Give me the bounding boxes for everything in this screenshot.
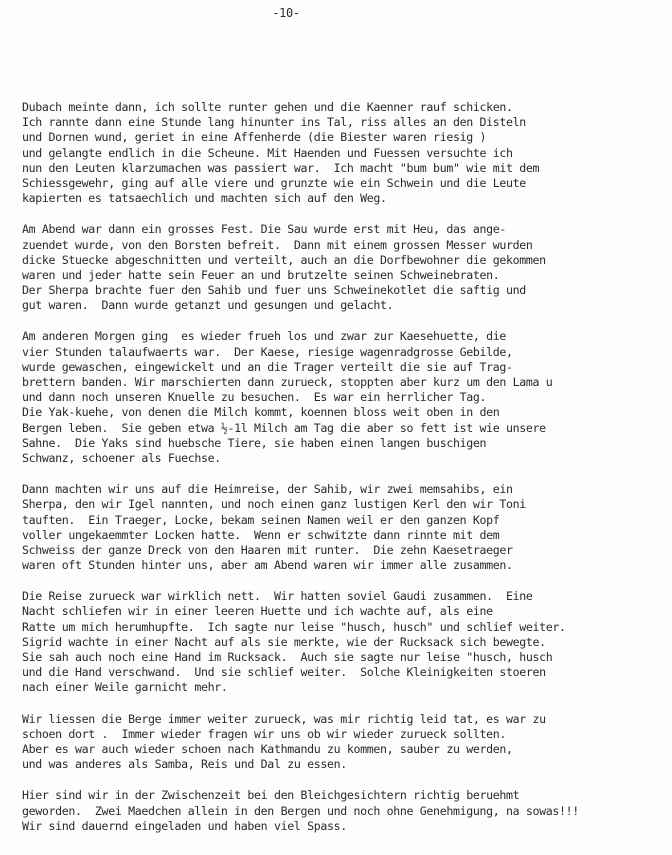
text-line: vier Stunden talaufwaerts war. Der Kaese, riesige wagenradgrosse Gebilde, — [22, 344, 513, 359]
text-line: Ratte um mich herumhupfte. Ich sagte nur leise "husch, husch" und schlief weiter. — [22, 619, 566, 634]
text-line: Die Reise zurueck war wirklich nett. Wir hatten soviel Gaudi zusammen. Eine — [22, 589, 533, 604]
text-line: Nacht schliefen wir in einer leeren Huette und ich wachte auf, als eine — [22, 604, 493, 619]
text-line: tauften. Ein Traeger, Locke, bekam seinen Namen weil er den ganzen Kopf — [22, 512, 500, 527]
text-line: Bergen leben. Sie geben etwa ½-1l Milch am Tag die aber so fett ist wie unsere — [22, 420, 546, 435]
text-line: Am Abend war dann ein grosses Fest. Die Sau wurde erst mit Heu, das ange- — [22, 222, 506, 237]
paragraph — [22, 222, 670, 313]
text-line: Aber es war auch wieder schoen nach Kathmandu zu kommen, sauber zu werden, — [22, 741, 513, 756]
text-line: geworden. Zwei Maedchen allein in den Bergen und noch ohne Genehmigung, na sowas!!! — [22, 803, 579, 818]
text-line: und dann noch unseren Knuelle zu besuchen. Es war ein herrlicher Tag. — [22, 390, 487, 405]
text-line: Sigrid wachte in einer Nacht auf als sie merkte, wie der Rucksack sich bewegte. — [22, 634, 546, 649]
paragraph — [22, 482, 670, 573]
text-line: Dubach meinte dann, ich sollte runter gehen und die Kaenner rauf schicken. — [22, 100, 513, 114]
text-line: Die Yak-kuehe, von denen die Milch kommt, koennen bloss weit oben in den — [22, 405, 500, 420]
text-line: und die Hand verschwand. Und sie schlief weiter. Solche Kleinigkeiten stoeren — [22, 665, 546, 680]
text-line: und gelangte endlich in die Scheune. Mit Haenden und Fuessen versuchte ich — [22, 145, 513, 160]
paragraph — [22, 589, 670, 695]
text-line: und Dornen wund, geriet in eine Affenherde (die Biester waren riesig ) — [22, 130, 487, 145]
text-line: Wir sind dauernd eingeladen und haben viel Spass. — [22, 818, 347, 833]
text-line: kapierten es tatsaechlich und machten sich auf den Weg. — [22, 191, 387, 206]
text-line: Schwanz, schoener als Fuechse. — [22, 450, 221, 465]
text-line: schoen dort . Immer wieder fragen wir uns ob wir wieder zurueck sollten. — [22, 726, 506, 741]
text-line: Schiessgewehr, ging auf alle viere und grunzte wie ein Schwein und die Leute — [22, 175, 526, 190]
text-line: Hier sind wir in der Zwischenzeit bei den Bleichgesichtern richtig beruehmt — [22, 788, 520, 803]
text-line: Der Sherpa brachte fuer den Sahib und fuer uns Schweinekotlet die saftig und — [22, 283, 526, 298]
text-line: voller ungekaemmter Locken hatte. Wenn er schwitzte dann rinnte mit dem — [22, 527, 500, 542]
text-line: wurde gewaschen, eingewickelt und an die Trager verteilt die sie auf Trag- — [22, 359, 513, 374]
paragraph — [22, 329, 670, 466]
paragraph — [22, 788, 670, 834]
letter-body — [22, 100, 670, 850]
text-line: dicke Stuecke abgeschnitten und verteilt, auch an die Dorfbewohner die gekommen — [22, 252, 546, 267]
text-line: zuendet wurde, von den Borsten befreit. Dann mit einem grossen Messer wurden — [22, 237, 533, 252]
text-line: nun den Leuten klarzumachen was passiert war. Ich macht "bum bum" wie mit dem — [22, 160, 540, 175]
text-line: Am anderen Morgen ging es wieder frueh los und zwar zur Kaesehuette, die — [22, 329, 506, 344]
text-line: und was anderes als Samba, Reis und Dal zu essen. — [22, 757, 347, 772]
page-number: -10- — [272, 6, 300, 20]
text-line: Sherpa, den wir Igel nannten, und noch einen ganz lustigen Kerl den wir Toni — [22, 497, 526, 512]
text-line: nach einer Weile garnicht mehr. — [22, 680, 228, 695]
paragraph — [22, 712, 670, 773]
text-line: Sahne. Die Yaks sind huebsche Tiere, sie haben einen langen buschigen — [22, 435, 487, 450]
text-line: Wir liessen die Berge immer weiter zurueck, was mir richtig leid tat, es war zu — [22, 711, 546, 726]
text-line: Ich rannte dann eine Stunde lang hinunter ins Tal, riss alles an den Disteln — [22, 115, 526, 130]
text-line: Sie sah auch noch eine Hand im Rucksack. Auch sie sagte nur leise "husch, husch — [22, 650, 553, 664]
text-line: brettern banden. Wir marschierten dann zurueck, stoppten aber kurz um den Lama u — [22, 375, 553, 389]
text-line: Dann machten wir uns auf die Heimreise, der Sahib, wir zwei memsahibs, ein — [22, 482, 513, 497]
text-line: gut waren. Dann wurde getanzt und gesungen und gelacht. — [22, 298, 394, 313]
text-line: waren und jeder hatte sein Feuer an und brutzelte seinen Schweinebraten. — [22, 267, 500, 282]
paragraph — [22, 100, 670, 206]
text-line: waren oft Stunden hinter uns, aber am Abend waren wir immer alle zusammen. — [22, 558, 513, 573]
text-line: Schweiss der ganze Dreck von den Haaren mit runter. Die zehn Kaesetraeger — [22, 542, 513, 557]
